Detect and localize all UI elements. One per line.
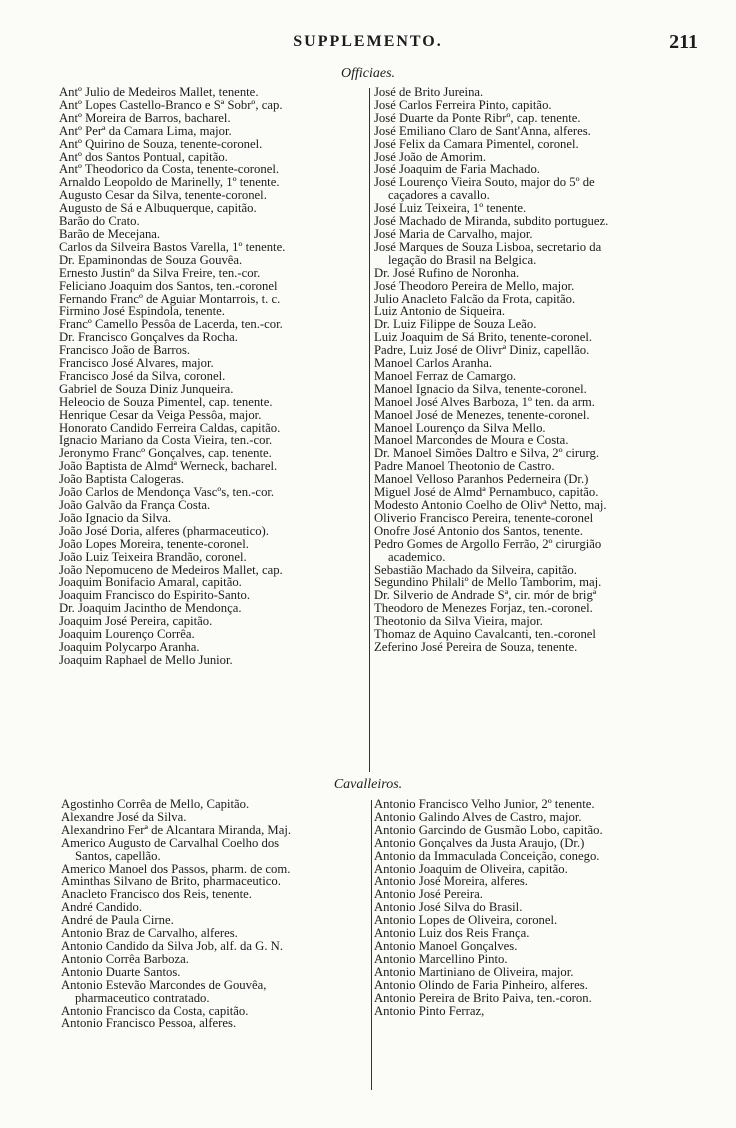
page-number: 211 <box>669 31 698 53</box>
entry-text: José Lourenço Vieira Souto, major do 5º de <box>374 175 595 190</box>
entry-text: Oliverio Francisco Pereira, tenente-coronel <box>374 510 594 525</box>
entry-text: Manoel Ignacio da Silva, tenente-coronel. <box>374 381 587 396</box>
entry-text: Zeferino José Pereira de Souza, tenente. <box>374 639 578 654</box>
entry-text: Antº Perª da Camara Lima, major. <box>59 123 232 138</box>
entry-text: Ernesto Justinº da Silva Freire, ten.-cor. <box>59 265 261 280</box>
officiaes-left-column <box>59 86 366 667</box>
entry-text: José Felix da Camara Pimentel, coronel. <box>374 136 579 151</box>
entry-text: Feliciano Joaquim dos Santos, ten.-coronel <box>59 278 278 293</box>
entry-text: João Nepomuceno de Medeiros Mallet, cap. <box>59 562 283 577</box>
entry-text: Henrique Cesar da Veiga Pessôa, major. <box>59 407 262 422</box>
entry-text: Antonio Pereira de Brito Paiva, ten.-coron. <box>374 990 592 1005</box>
list-entry <box>374 357 696 370</box>
entry-text: Francisco João de Barros. <box>59 343 191 358</box>
entry-text: Antonio Joaquim de Oliveira, capitão. <box>374 861 568 876</box>
entry-text: Dr. Manoel Simões Daltro e Silva, 2º cirurg. <box>374 446 599 461</box>
list-entry <box>59 254 366 267</box>
entry-text: Antonio Candido da Silva Job, alf. da G. N. <box>61 938 284 953</box>
entry-text: Antonio Martiniano de Oliveira, major. <box>374 964 574 979</box>
entry-text: Fernando Francº de Aguiar Montarrois, t. c. <box>59 291 281 306</box>
list-entry <box>374 383 696 396</box>
entry-text: Americo Manoel dos Passos, pharm. de com. <box>61 861 291 876</box>
entry-text: José Duarte da Ponte Ribrº, cap. tenente. <box>374 110 581 125</box>
entry-text: Manoel Ferraz de Camargo. <box>374 368 517 383</box>
list-entry <box>374 86 696 99</box>
entry-text: Joaquim Raphael de Mello Junior. <box>59 652 233 667</box>
list-entry <box>59 99 366 112</box>
entry-text: Joaquim Polycarpo Aranha. <box>59 639 200 654</box>
list-entry <box>59 267 366 280</box>
list-entry <box>374 499 696 512</box>
entry-text: Antonio Francisco Pessoa, alferes. <box>61 1016 237 1031</box>
list-entry <box>61 966 370 979</box>
entry-text: Joaquim Bonifacio Amaral, capitão. <box>59 575 242 590</box>
list-entry <box>374 370 696 383</box>
entry-text: Sebastião Machado da Silveira, capitão. <box>374 562 577 577</box>
entry-text: Antonio Garcindo de Gusmão Lobo, capitão. <box>374 822 603 837</box>
list-entry <box>59 370 366 383</box>
entry-text: Antº Quirino de Souza, tenente-coronel. <box>59 136 263 151</box>
officiaes-right-column <box>374 86 696 654</box>
entry-text: Honorato Candido Ferreira Caldas, capitão. <box>59 420 281 435</box>
entry-text: Antonio Duarte Santos. <box>61 964 181 979</box>
entry-continuation: academico. <box>388 549 446 564</box>
entry-text: José Carlos Ferreira Pinto, capitão. <box>374 97 552 112</box>
list-entry <box>374 138 696 151</box>
entry-text: João Ignacio da Silva. <box>59 510 172 525</box>
entry-text: Thomaz de Aquino Cavalcanti, ten.-coronel <box>374 627 596 642</box>
entry-text: Joaquim Lourenço Corrêa. <box>59 627 195 642</box>
entry-text: Antonio José Pereira. <box>374 887 483 902</box>
entry-text: Francisco José da Silva, coronel. <box>59 368 226 383</box>
entry-text: Antonio José Moreira, alferes. <box>374 874 528 889</box>
entry-text: Augusto de Sá e Albuquerque, capitão. <box>59 201 257 216</box>
entry-text: Joaquim Francisco do Espirito-Santo. <box>59 588 250 603</box>
entry-text: Miguel José de Almdª Pernambuco, capitão. <box>374 485 599 500</box>
list-entry <box>374 512 696 525</box>
entry-text: Francº Camello Pessôa de Lacerda, ten.-cor. <box>59 317 283 332</box>
section-heading-officiaes: Officiaes. <box>340 66 396 81</box>
list-entry <box>59 280 366 293</box>
entry-text: Antonio Lopes de Oliveira, coronel. <box>374 913 558 928</box>
page-header <box>0 33 736 59</box>
entry-text: João Galvão da França Costa. <box>59 498 211 512</box>
entry-text: José Maria de Carvalho, major. <box>374 226 533 241</box>
list-entry <box>59 551 366 564</box>
entry-text: Americo Augusto de Carvalhal Coelho dos <box>61 835 280 850</box>
list-entry <box>61 824 370 837</box>
list-entry <box>59 357 366 370</box>
cavalleiros-right-column <box>374 798 696 1017</box>
list-entry <box>374 824 696 837</box>
entry-text: José de Brito Jureina. <box>374 85 484 99</box>
entry-text: João Baptista de Almdª Werneck, bacharel. <box>59 459 278 474</box>
column-divider <box>371 800 372 1090</box>
entry-text: José Emiliano Claro de Sant'Anna, alferes. <box>374 123 591 138</box>
entry-text: Augusto Cesar da Silva, tenente-coronel. <box>59 188 267 203</box>
entry-text: Segundino Philaliº de Mello Tamborim, maj. <box>374 575 602 590</box>
list-entry <box>374 241 696 267</box>
entry-text: Agostinho Corrêa de Mello, Capitão. <box>61 797 250 811</box>
entry-text: Ignacio Mariano da Costa Vieira, ten.-cor. <box>59 433 273 448</box>
list-entry <box>374 125 696 138</box>
entry-text: Alexandre José da Silva. <box>61 809 187 824</box>
entry-text: Dr. José Rufino de Noronha. <box>374 265 520 280</box>
entry-text: José Theodoro Pereira de Mello, major. <box>374 278 575 293</box>
entry-text: Manoel Lourenço da Silva Mello. <box>374 420 546 435</box>
entry-continuation: legação do Brasil na Belgica. <box>388 252 537 267</box>
list-entry <box>374 953 696 966</box>
entry-text: Dr. Francisco Gonçalves da Rocha. <box>59 330 238 345</box>
entry-text: André de Paula Cirne. <box>61 913 174 928</box>
entry-text: Antonio Galindo Alves de Castro, major. <box>374 809 582 824</box>
entry-text: Antonio Francisco Velho Junior, 2º tenente. <box>374 797 595 811</box>
list-entry <box>59 396 366 409</box>
entry-text: Heleocio de Souza Pimentel, cap. tenente. <box>59 394 273 409</box>
list-entry <box>374 99 696 112</box>
list-entry <box>59 241 366 254</box>
entry-text: Jeronymo Francº Gonçalves, cap. tenente. <box>59 446 272 461</box>
entry-text: Julio Anacleto Falcão da Frota, capitão. <box>374 291 576 306</box>
list-entry <box>374 409 696 422</box>
list-entry <box>374 992 696 1005</box>
list-entry <box>59 125 366 138</box>
entry-text: Carlos da Silveira Bastos Varella, 1º tenente. <box>59 239 286 254</box>
entry-continuation: Santos, capellão. <box>75 848 161 863</box>
list-entry <box>61 798 370 811</box>
list-entry <box>374 837 696 850</box>
list-entry <box>59 409 366 422</box>
entry-text: Barão do Crato. <box>59 214 140 229</box>
entry-text: Manoel José Alves Barboza, 1º ten. da arm. <box>374 394 595 409</box>
entry-text: Antonio Olindo de Faria Pinheiro, alferes. <box>374 977 588 992</box>
entry-text: Dr. Joaquim Jacintho de Mendonça. <box>59 601 242 616</box>
entry-text: Antonio da Immaculada Conceição, conego. <box>374 848 600 863</box>
entry-text: Modesto Antonio Coelho de Olivª Netto, maj. <box>374 498 607 512</box>
entry-text: José Luiz Teixeira, 1º tenente. <box>374 201 527 216</box>
entry-text: Antonio Pinto Ferraz, <box>374 1003 485 1018</box>
entry-text: Dr. Luiz Filippe de Souza Leão. <box>374 317 537 332</box>
entry-text: Theotonio da Silva Vieira, major. <box>374 614 543 629</box>
entry-text: Antonio Estevão Marcondes de Gouvêa, <box>61 977 267 992</box>
list-entry <box>374 176 696 202</box>
entry-continuation: caçadores a cavallo. <box>388 188 490 203</box>
entry-text: José Marques de Souza Lisboa, secretario da <box>374 239 602 254</box>
list-entry <box>374 228 696 241</box>
section-heading-cavalleiros: Cavalleiros. <box>333 777 403 792</box>
list-entry <box>61 979 370 1005</box>
list-entry <box>59 112 366 125</box>
entry-text: Antº Julio de Medeiros Mallet, tenente. <box>59 85 259 99</box>
entry-continuation: pharmaceutico contratado. <box>75 990 210 1005</box>
list-entry <box>374 811 696 824</box>
entry-text: Antonio Marcellino Pinto. <box>374 951 508 966</box>
list-entry <box>374 112 696 125</box>
list-entry <box>374 798 696 811</box>
entry-text: Aminthas Silvano de Brito, pharmaceutico. <box>61 874 281 889</box>
entry-text: Antonio José Silva do Brasil. <box>374 900 523 915</box>
list-entry <box>374 940 696 953</box>
list-entry <box>61 953 370 966</box>
entry-text: Antonio Luiz dos Reis França. <box>374 926 530 941</box>
entry-text: Arnaldo Leopoldo de Marinelly, 1º tenente. <box>59 175 280 190</box>
list-entry <box>59 138 366 151</box>
list-entry <box>374 267 696 280</box>
entry-text: André Candido. <box>61 900 143 915</box>
entry-text: Antº Theodorico da Costa, tenente-coronel. <box>59 162 280 177</box>
entry-text: Luiz Joaquim de Sá Brito, tenente-coronel. <box>374 330 593 345</box>
list-entry <box>374 538 696 564</box>
page-title: SUPPLEMENTO. <box>293 33 443 50</box>
entry-text: João Luiz Teixeira Brandão, coronel. <box>59 549 247 564</box>
list-entry <box>61 1017 370 1030</box>
list-entry <box>374 525 696 538</box>
list-entry <box>59 654 366 667</box>
entry-text: Gabriel de Souza Diniz Junqueira. <box>59 381 234 396</box>
entry-text: Onofre José Antonio dos Santos, tenente. <box>374 523 583 538</box>
entry-text: Antonio Manoel Gonçalves. <box>374 938 518 953</box>
entry-text: José Machado de Miranda, subdito portuguez. <box>374 214 609 229</box>
cavalleiros-left-column <box>61 798 370 1030</box>
entry-text: João Carlos de Mendonça Vascºs, ten.-cor. <box>59 485 275 500</box>
entry-text: Joaquim José Pereira, capitão. <box>59 614 213 629</box>
list-entry <box>374 280 696 293</box>
column-divider <box>369 88 370 772</box>
entry-text: Firmino José Espindola, tenente. <box>59 304 225 319</box>
entry-text: Antº dos Santos Pontual, capitão. <box>59 149 228 164</box>
list-entry <box>59 641 366 654</box>
list-entry <box>61 811 370 824</box>
list-entry <box>59 228 366 241</box>
entry-text: Padre Manoel Theotonio de Castro. <box>374 459 555 474</box>
list-entry <box>59 383 366 396</box>
entry-text: Francisco José Alvares, major. <box>59 356 214 371</box>
entry-text: Anacleto Francisco dos Reis, tenente. <box>61 887 252 902</box>
list-entry <box>374 396 696 409</box>
list-entry <box>61 837 370 863</box>
list-entry <box>59 499 366 512</box>
list-entry <box>374 966 696 979</box>
list-entry <box>59 512 366 525</box>
entry-text: José Joaquim de Faria Machado. <box>374 162 540 177</box>
entry-text: Antº Moreira de Barros, bacharel. <box>59 110 231 125</box>
entry-text: Theodoro de Menezes Forjaz, ten.-coronel. <box>374 601 593 616</box>
entry-text: Manoel José de Menezes, tenente-coronel. <box>374 407 590 422</box>
entry-text: Dr. Silverio de Andrade Sª, cir. mór de brigª <box>374 588 597 603</box>
entry-text: Manoel Marcondes de Moura e Costa. <box>374 433 569 448</box>
entry-text: Antonio Francisco da Costa, capitão. <box>61 1003 249 1018</box>
entry-text: João Baptista Calogeras. <box>59 472 185 487</box>
entry-text: João José Doria, alferes (pharmaceutico). <box>59 523 269 538</box>
list-entry <box>59 86 366 99</box>
entry-text: Antonio Braz de Carvalho, alferes. <box>61 926 238 941</box>
list-entry <box>61 940 370 953</box>
entry-text: Antonio Gonçalves da Justa Araujo, (Dr.) <box>374 835 585 850</box>
entry-text: Barão de Mecejana. <box>59 226 161 241</box>
entry-text: Dr. Epaminondas de Souza Gouvêa. <box>59 252 243 267</box>
list-entry <box>374 641 696 654</box>
entry-text: Antº Lopes Castello-Branco e Sª Sobrº, cap. <box>59 97 283 112</box>
entry-text: Manoel Velloso Paranhos Pederneira (Dr.) <box>374 472 589 487</box>
list-entry <box>59 538 366 551</box>
list-entry <box>374 1005 696 1018</box>
entry-text: Antonio Corrêa Barboza. <box>61 951 189 966</box>
list-entry <box>374 850 696 863</box>
entry-text: Luiz Antonio de Siqueira. <box>374 304 506 319</box>
entry-text: João Lopes Moreira, tenente-coronel. <box>59 536 249 551</box>
entry-text: Manoel Carlos Aranha. <box>374 356 493 371</box>
entry-text: Pedro Gomes de Argollo Ferrão, 2º cirurgião <box>374 536 602 551</box>
list-entry <box>374 979 696 992</box>
list-entry <box>59 525 366 538</box>
entry-text: Alexandrino Ferª de Alcantara Miranda, Maj. <box>61 822 292 837</box>
entry-text: Padre, Luiz José de Olivrª Diniz, capellão. <box>374 343 590 358</box>
entry-text: José João de Amorim. <box>374 149 487 164</box>
